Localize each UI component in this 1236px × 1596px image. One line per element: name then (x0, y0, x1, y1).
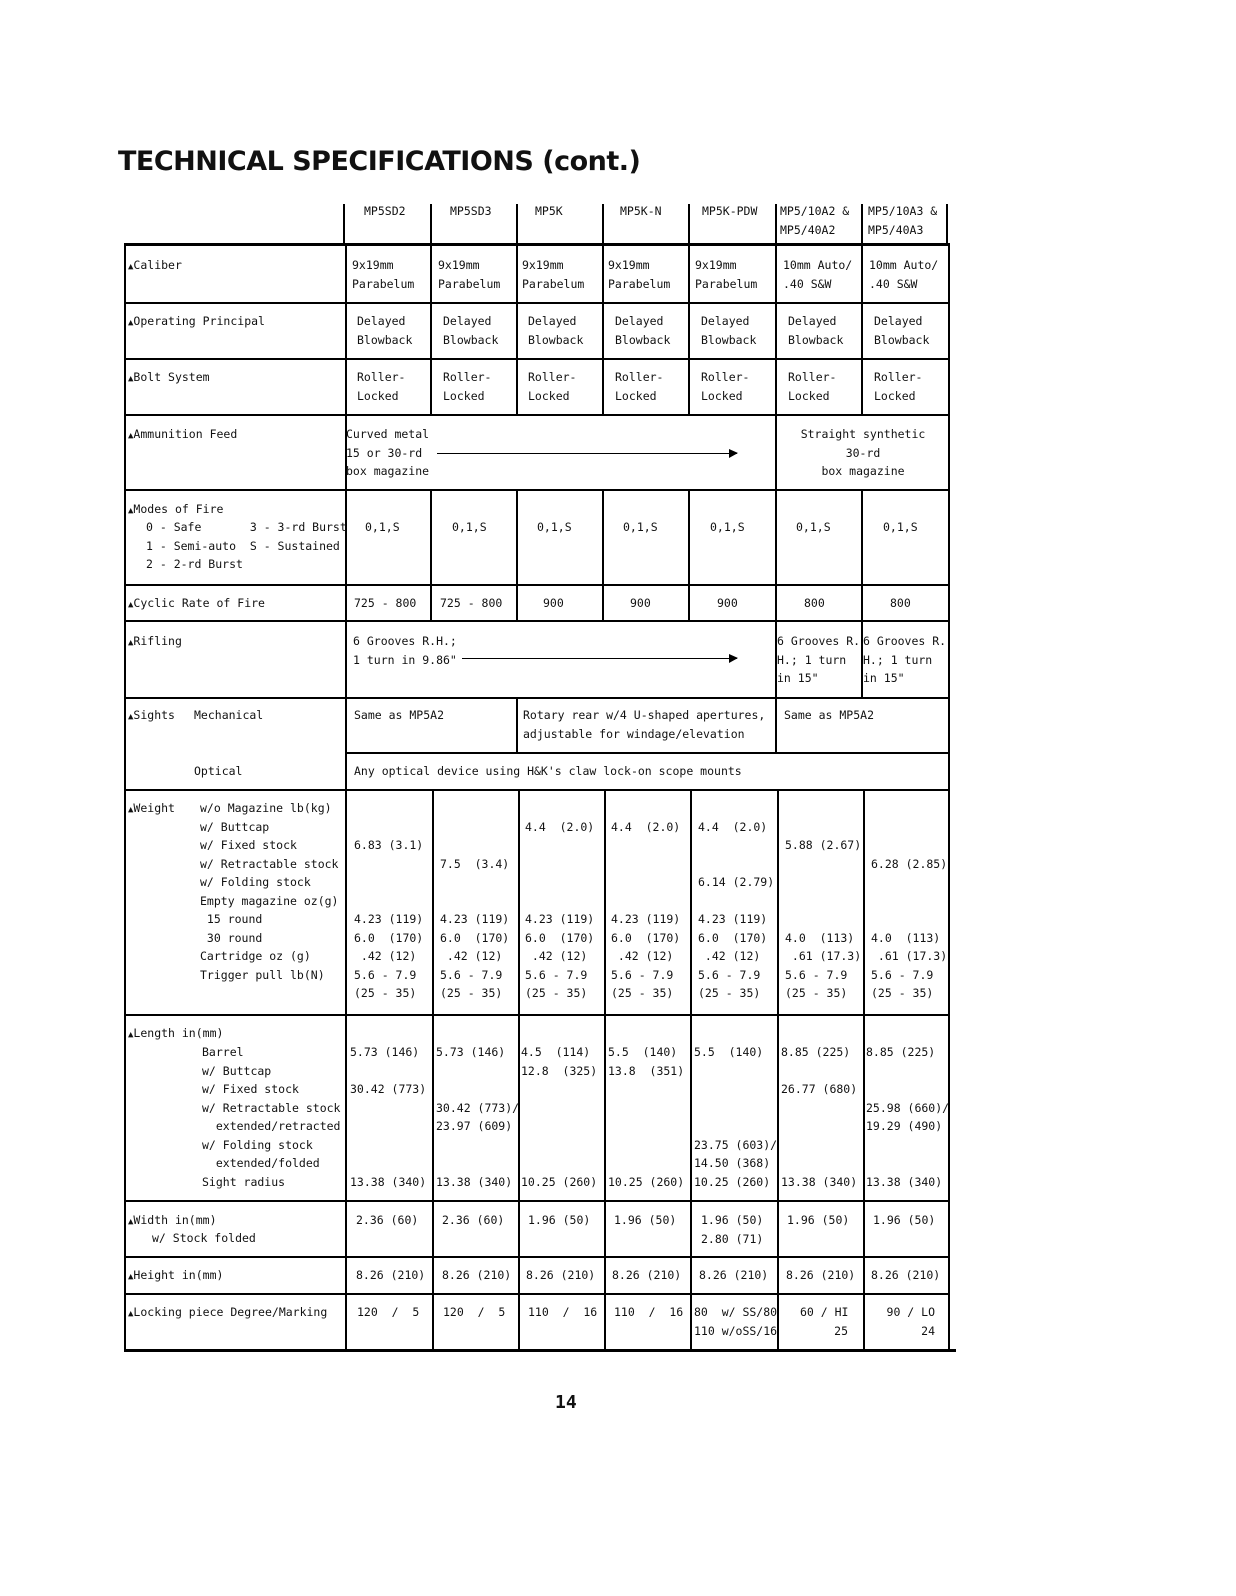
row-label-width: ▲Width in(mm) (128, 1213, 217, 1227)
cell-locking: 120 / 5 (443, 1305, 506, 1319)
cell-modes: 0,1,S (623, 520, 658, 534)
row-label-feed: ▲Ammunition Feed (128, 427, 238, 441)
cell-bolt: Roller- Locked (615, 370, 664, 403)
cell-locking: 80 w/ SS/80 110 w/oSS/16 (694, 1305, 778, 1338)
cell-width: 2.36 (60) (356, 1213, 419, 1227)
row-label-weight: ▲Weight (128, 801, 175, 815)
cell-cyclic: 900 (717, 596, 738, 610)
cell-operating: Delayed Blowback (528, 314, 584, 347)
cell-modes: 0,1,S (883, 520, 918, 534)
cell-weight: 5.88 (2.67) 4.0 (113) .61 (17.3) 5.6 - 7.9 (25 - 35) (785, 838, 862, 1000)
modes-legend: 0 - Safe 3 - 3-rd Burst 1 - Semi-auto S - Sustained 2 - 2-rd Burst (146, 520, 347, 571)
cell-length: 8.85 (225) 25.98 (660)/ 19.29 (490) 13.38 (340) (866, 1045, 950, 1189)
cell-width: 1.96 (50) (787, 1213, 850, 1227)
row-label-bolt: ▲Bolt System (128, 370, 210, 384)
col-header-mp5k: MP5K (535, 204, 563, 218)
cell-sights-mech-b: Rotary rear w/4 U-shaped apertures, adjustable for windage/elevation (523, 708, 766, 741)
cell-bolt: Roller- Locked (874, 370, 923, 403)
cell-width: 2.36 (60) (442, 1213, 505, 1227)
row-label-modes: ▲Modes of Fire (128, 502, 224, 516)
cell-cyclic: 900 (543, 596, 564, 610)
cell-height: 8.26 (210) (526, 1268, 596, 1282)
cell-sights-mech-a: Same as MP5A2 (354, 708, 445, 722)
cell-locking: 60 / HI 25 (800, 1305, 849, 1338)
cell-modes: 0,1,S (452, 520, 487, 534)
cell-modes: 0,1,S (710, 520, 745, 534)
cell-bolt: Roller- Locked (788, 370, 837, 403)
cell-locking: 110 / 16 (614, 1305, 684, 1319)
cell-locking: 90 / LO 24 (886, 1305, 935, 1338)
cell-height: 8.26 (210) (356, 1268, 426, 1282)
cell-cyclic: 725 - 800 (354, 596, 417, 610)
cell-caliber: 9x19mm Parabelum (352, 258, 415, 291)
cell-sights-mech-c: Same as MP5A2 (784, 708, 875, 722)
cell-bolt: Roller- Locked (528, 370, 577, 403)
col-header-mp5-10a2: MP5/10A2 & MP5/40A2 (780, 204, 850, 237)
cell-caliber: 9x19mm Parabelum (608, 258, 671, 291)
cell-weight: 4.4 (2.0) 6.14 (2.79) 4.23 (119) 6.0 (170) .42 (12) 5.6 - 7.9 (25 - 35) (698, 819, 775, 1000)
cell-weight: 4.4 (2.0) 4.23 (119) 6.0 (170) .42 (12) 5.6 - 7.9 (25 - 35) (525, 819, 595, 1000)
cell-rifling-left: 6 Grooves R.H.; 1 turn in 9.86" (353, 634, 457, 667)
cell-cyclic: 900 (630, 596, 651, 610)
cell-height: 8.26 (210) (871, 1268, 941, 1282)
cell-operating: Delayed Blowback (615, 314, 671, 347)
cell-height: 8.26 (210) (612, 1268, 682, 1282)
cell-width: 1.96 (50) (528, 1213, 591, 1227)
cell-rifling-a: 6 Grooves R. H.; 1 turn in 15" (777, 634, 861, 685)
row-label-sights: ▲Sights (128, 708, 175, 722)
cell-height: 8.26 (210) (442, 1268, 512, 1282)
cell-sights-optical: Any optical device using H&K's claw lock-on scope mounts (354, 764, 742, 778)
row-label-rifling: ▲Rifling (128, 634, 182, 648)
cell-operating: Delayed Blowback (443, 314, 499, 347)
col-header-mp5sd3: MP5SD3 (450, 204, 492, 218)
cell-operating: Delayed Blowback (701, 314, 757, 347)
cell-cyclic: 800 (890, 596, 911, 610)
cell-length: 5.5 (140) 13.8 (351) 10.25 (260) (608, 1045, 685, 1189)
span-arrow (437, 453, 737, 454)
cell-cyclic: 725 - 800 (440, 596, 503, 610)
sights-mechanical-label: Mechanical (194, 708, 264, 722)
span-arrow (462, 658, 737, 659)
row-label-cyclic: ▲Cyclic Rate of Fire (128, 596, 265, 610)
cell-operating: Delayed Blowback (357, 314, 413, 347)
cell-caliber: 9x19mm Parabelum (522, 258, 585, 291)
cell-height: 8.26 (210) (699, 1268, 769, 1282)
width-sublabel: w/ Stock folded (152, 1231, 256, 1245)
row-label-locking: ▲Locking piece Degree/Marking (128, 1305, 328, 1319)
cell-weight: 6.83 (3.1) 4.23 (119) 6.0 (170) .42 (12) 5.6 - 7.9 (25 - 35) (354, 838, 424, 1000)
length-sublabels: Barrel w/ Buttcap w/ Fixed stock w/ Retractable stock extended/retracted w/ Folding stock extended/folded Sight radius (202, 1045, 341, 1189)
cell-length: 5.5 (140) 23.75 (603)/ 14.50 (368) 10.25 (260) (694, 1045, 778, 1189)
row-label-operating: ▲Operating Principal (128, 314, 265, 328)
col-header-mp5k-pdw: MP5K-PDW (702, 204, 758, 218)
cell-bolt: Roller- Locked (443, 370, 492, 403)
cell-height: 8.26 (210) (786, 1268, 856, 1282)
row-label-length: ▲Length in(mm) (128, 1026, 224, 1040)
cell-width: 1.96 (50) (614, 1213, 677, 1227)
cell-operating: Delayed Blowback (874, 314, 930, 347)
cell-locking: 110 / 16 (528, 1305, 598, 1319)
col-header-mp5-10a3: MP5/10A3 & MP5/40A3 (868, 204, 938, 237)
cell-caliber: 9x19mm Parabelum (695, 258, 758, 291)
cell-width: 1.96 (50) 2.80 (71) (701, 1213, 764, 1246)
cell-cyclic: 800 (804, 596, 825, 610)
cell-operating: Delayed Blowback (788, 314, 844, 347)
row-label-height: ▲Height in(mm) (128, 1268, 224, 1282)
cell-caliber: 9x19mm Parabelum (438, 258, 501, 291)
cell-feed-right: Straight synthetic 30-rd box magazine (800, 427, 926, 478)
col-header-mp5sd2: MP5SD2 (364, 204, 406, 218)
cell-caliber: 10mm Auto/ .40 S&W (869, 258, 939, 291)
cell-length: 5.73 (146) 30.42 (773) 13.38 (340) (350, 1045, 427, 1189)
cell-weight: 6.28 (2.85) 4.0 (113) .61 (17.3) 5.6 - 7.9 (25 - 35) (871, 856, 948, 1000)
cell-weight: 4.4 (2.0) 4.23 (119) 6.0 (170) .42 (12) 5.6 - 7.9 (25 - 35) (611, 819, 681, 1000)
cell-length: 8.85 (225) 26.77 (680) 13.38 (340) (781, 1045, 858, 1189)
cell-locking: 120 / 5 (357, 1305, 420, 1319)
cell-feed-left: Curved metal 15 or 30-rd box magazine (346, 427, 430, 478)
page-title: TECHNICAL SPECIFICATIONS (cont.) (118, 146, 641, 177)
cell-modes: 0,1,S (537, 520, 572, 534)
cell-modes: 0,1,S (365, 520, 400, 534)
col-header-mp5k-n: MP5K-N (620, 204, 662, 218)
cell-modes: 0,1,S (796, 520, 831, 534)
cell-length: 4.5 (114) 12.8 (325) 10.25 (260) (521, 1045, 598, 1189)
weight-sublabels: w/o Magazine lb(kg) w/ Buttcap w/ Fixed stock w/ Retractable stock w/ Folding stock Empty magazine oz(g) 15 round 30 round Cartridge oz (g) Trigger pull lb(N) (200, 801, 339, 982)
cell-bolt: Roller- Locked (701, 370, 750, 403)
cell-length: 5.73 (146) 30.42 (773)/ 23.97 (609) 13.38 (340) (436, 1045, 520, 1189)
sights-optical-label: Optical (194, 764, 243, 778)
row-label-caliber: ▲Caliber (128, 258, 182, 272)
page-number: 14 (555, 1392, 577, 1413)
cell-weight: 7.5 (3.4) 4.23 (119) 6.0 (170) .42 (12) 5.6 - 7.9 (25 - 35) (440, 856, 510, 1000)
cell-width: 1.96 (50) (873, 1213, 936, 1227)
cell-caliber: 10mm Auto/ .40 S&W (783, 258, 853, 291)
cell-bolt: Roller- Locked (357, 370, 406, 403)
cell-rifling-b: 6 Grooves R. H.; 1 turn in 15" (863, 634, 947, 685)
